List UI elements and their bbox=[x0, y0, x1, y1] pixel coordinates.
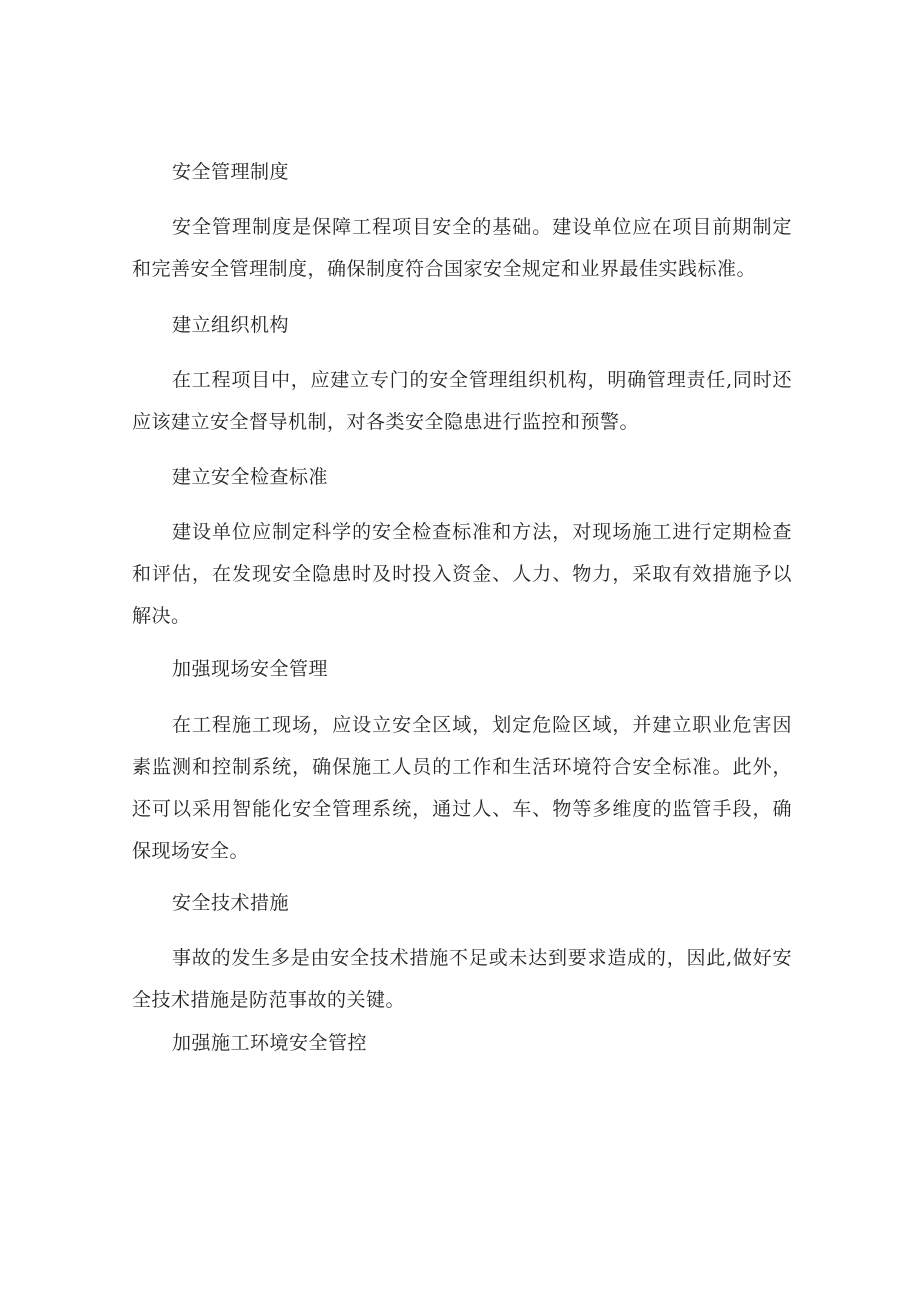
section-heading-organization: 建立组织机构 bbox=[172, 314, 290, 336]
section-heading-inspection-standards: 建立安全检查标准 bbox=[172, 466, 329, 488]
section-paragraph-technical-measures: 事故的发生多是由安全技术措施不足或未达到要求造成的，因此,做好安全技术措施是防范事故的关键。 bbox=[132, 947, 792, 1011]
section-paragraph-inspection-standards: 建设单位应制定科学的安全检查标准和方法，对现场施工进行定期检查和评估，在发现安全隐患时及时投入资金、人力、物力，采取有效措施予以解决。 bbox=[132, 521, 792, 627]
section-heading-site-management: 加强现场安全管理 bbox=[172, 658, 329, 680]
section-paragraph-site-management: 在工程施工现场，应设立安全区域，划定危险区域，并建立职业危害因素监测和控制系统，确保施工人员的工作和生活环境符合安全标准。此外，还可以采用智能化安全管理系统，通过人、车、物等多维度的监管手段，确保现场安全。 bbox=[132, 714, 792, 862]
section-paragraph-organization: 在工程项目中，应建立专门的安全管理组织机构，明确管理责任,同时还应该建立安全督导机制，对各类安全隐患进行监控和预警。 bbox=[132, 369, 792, 433]
section-paragraph-safety-management-system: 安全管理制度是保障工程项目安全的基础。建设单位应在项目前期制定和完善安全管理制度，确保制度符合国家安全规定和业界最佳实践标准。 bbox=[132, 216, 792, 280]
section-heading-technical-measures: 安全技术措施 bbox=[172, 892, 290, 914]
section-heading-safety-management-system: 安全管理制度 bbox=[172, 161, 290, 183]
section-heading-environment-control: 加强施工环境安全管控 bbox=[172, 1032, 368, 1054]
